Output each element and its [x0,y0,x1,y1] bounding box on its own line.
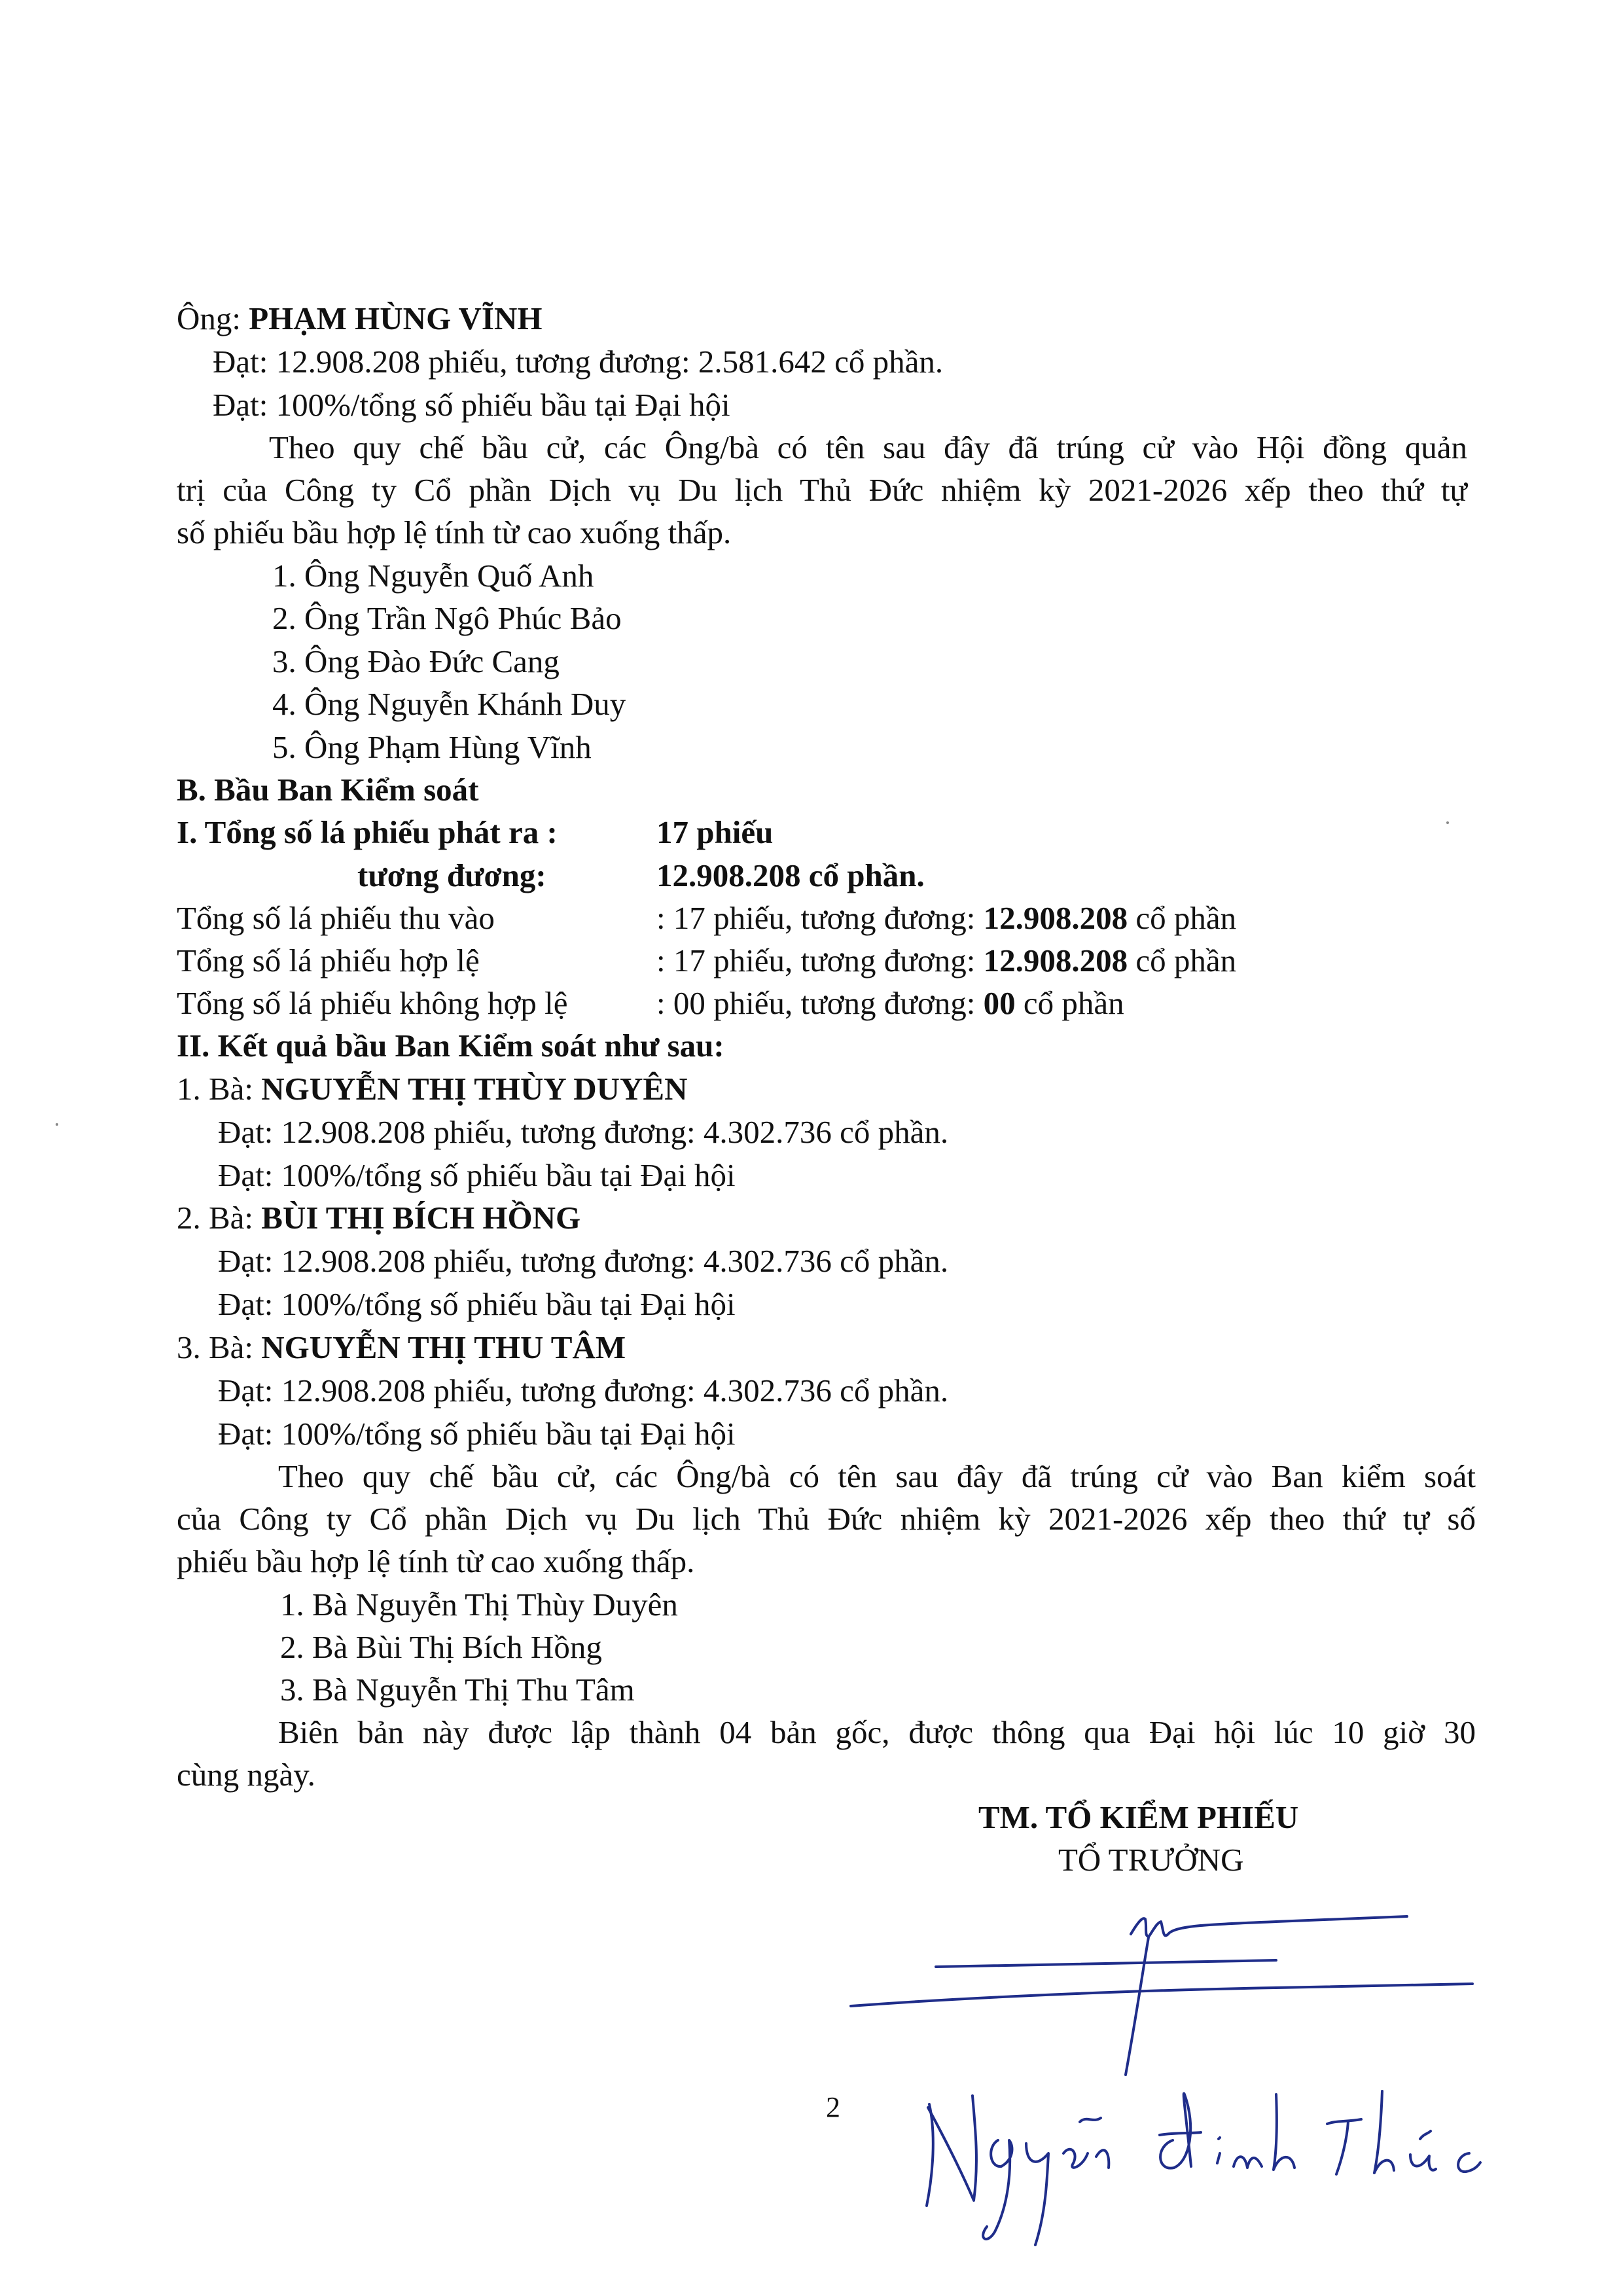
candidate-votes: Đạt: 12.908.208 phiếu, tương đương: 4.302.736 cổ phần. [218,1243,949,1279]
equivalent-value: 12.908.208 cổ phần. [656,857,925,893]
paragraph-line: phiếu bầu hợp lệ tính từ cao xuống thấp. [177,1543,695,1579]
candidate-heading [177,1068,687,1110]
results-heading: II. Kết quả bầu Ban Kiểm soát như sau: [177,1028,724,1064]
list-item: 2. Ông Trần Ngô Phúc Bảo [272,600,622,636]
stat-value [656,940,1236,982]
issued-value: 17 phiếu [656,814,774,850]
scan-speck [1446,821,1449,824]
paragraph-line: Theo quy chế bầu cử, các Ông/bà có tên sau đây đã trúng cử vào Hội đồng quản [269,429,1467,465]
candidate-percent: Đạt: 100%/tổng số phiếu bầu tại Đại hội [218,1286,736,1322]
list-item: 3. Bà Nguyễn Thị Thu Tâm [280,1672,635,1708]
paragraph-line: của Công ty Cổ phần Dịch vụ Du lịch Thủ Đức nhiệm kỳ 2021-2026 xếp theo thứ tự số [177,1501,1476,1537]
paragraph-line: trị của Công ty Cổ phần Dịch vụ Du lịch Thủ Đức nhiệm kỳ 2021-2026 xếp theo thứ tự [177,472,1467,508]
list-item: 1. Ông Nguyễn Quố Anh [272,558,594,594]
list-item: 3. Ông Đào Đức Cang [272,643,560,679]
stat-label: Tổng số lá phiếu thu vào [177,900,495,936]
candidate-name: BÙI THỊ BÍCH HỒNG [261,1200,581,1236]
candidate-percent: Đạt: 100%/tổng số phiếu bầu tại Đại hội [218,1157,736,1193]
candidate-prefix: 1. Bà: [177,1071,262,1107]
stat-value [656,982,1124,1024]
closing-line: Biên bản này được lập thành 04 bản gốc, được thông qua Đại hội lúc 10 giờ 30 [278,1714,1476,1750]
signature-title: TỔ TRƯỞNG [1058,1842,1244,1878]
stat-value-number: 12.908.208 [983,942,1128,978]
candidate-heading [177,1197,580,1239]
candidate-votes: Đạt: 12.908.208 phiếu, tương đương: 4.302.736 cổ phần. [218,1114,949,1150]
candidate-percent: Đạt: 100%/tổng số phiếu bầu tại Đại hội [213,387,730,423]
stat-value-unit: cổ phần [1128,942,1237,978]
paragraph-line: Theo quy chế bầu cử, các Ông/bà có tên sau đây đã trúng cử vào Ban kiểm soát [278,1458,1476,1494]
equivalent-label: tương đương: [357,857,546,893]
stat-value-unit: cổ phần [1015,985,1124,1021]
candidate-percent: Đạt: 100%/tổng số phiếu bầu tại Đại hội [218,1416,736,1452]
stat-value-number: 12.908.208 [983,900,1128,936]
stat-value-text: : 17 phiếu, tương đương: [656,900,984,936]
candidate-heading [177,298,543,340]
issued-label: I. Tổng số lá phiếu phát ra : [177,814,558,850]
candidate-prefix: 2. Bà: [177,1200,262,1236]
list-item: 4. Ông Nguyễn Khánh Duy [272,686,626,722]
candidate-prefix: 3. Bà: [177,1329,262,1365]
candidate-prefix: Ông: [177,300,249,336]
candidate-name: PHẠM HÙNG VĨNH [249,300,543,336]
closing-line: cùng ngày. [177,1757,315,1793]
list-item: 2. Bà Bùi Thị Bích Hồng [280,1629,602,1665]
stat-label: Tổng số lá phiếu hợp lệ [177,942,480,978]
signature-org: TM. TỔ KIỂM PHIẾU [978,1799,1299,1835]
handwritten-signature [818,1865,1538,2284]
candidate-name: NGUYỄN THỊ THÙY DUYÊN [261,1071,688,1107]
stat-label: Tổng số lá phiếu không hợp lệ [177,985,568,1021]
stat-value-unit: cổ phần [1128,900,1237,936]
list-item: 5. Ông Phạm Hùng Vĩnh [272,729,592,765]
candidate-heading [177,1327,626,1369]
stat-value-text: : 17 phiếu, tương đương: [656,942,984,978]
stat-value-number: 00 [983,985,1016,1021]
paragraph-line: số phiếu bầu hợp lệ tính từ cao xuống thấp. [177,514,732,550]
candidate-name: NGUYỄN THỊ THU TÂM [261,1329,626,1365]
stat-value-text: : 00 phiếu, tương đương: [656,985,984,1021]
section-heading: B. Bầu Ban Kiểm soát [177,772,479,808]
candidate-votes: Đạt: 12.908.208 phiếu, tương đương: 2.581.642 cổ phần. [213,344,944,380]
stat-value [656,897,1236,939]
page-number: 2 [826,2091,840,2123]
candidate-votes: Đạt: 12.908.208 phiếu, tương đương: 4.302.736 cổ phần. [218,1372,949,1408]
scan-speck [56,1123,58,1126]
list-item: 1. Bà Nguyễn Thị Thùy Duyên [280,1587,678,1623]
